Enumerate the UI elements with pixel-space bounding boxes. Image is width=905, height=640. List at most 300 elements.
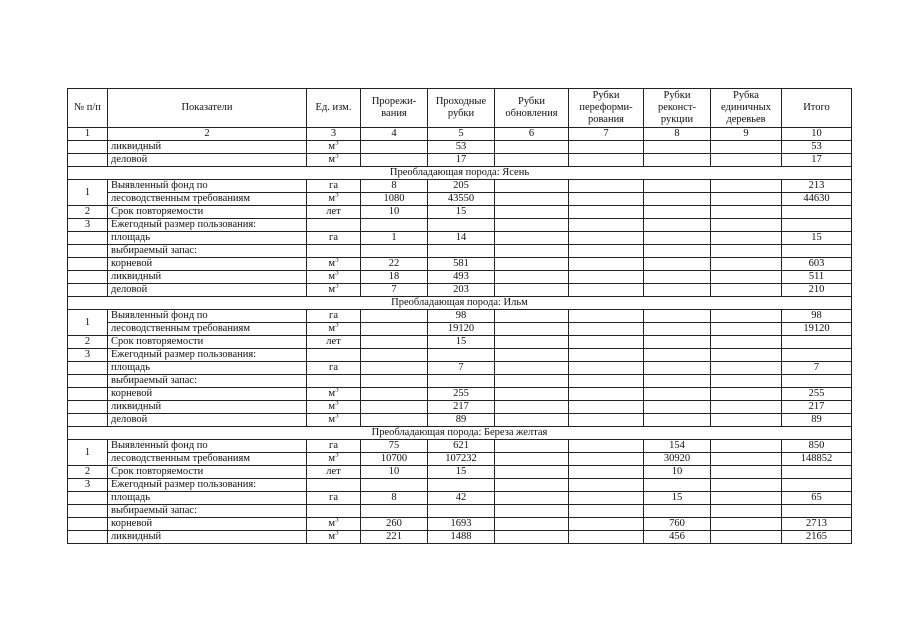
value-cell: 15 bbox=[428, 466, 495, 479]
value-cell bbox=[644, 323, 711, 336]
row-number-cell bbox=[68, 284, 108, 297]
header-cell: Показатели bbox=[108, 89, 307, 128]
value-cell bbox=[495, 349, 569, 362]
row-number-cell bbox=[68, 375, 108, 388]
header-cell: Итого bbox=[782, 89, 852, 128]
value-cell bbox=[428, 375, 495, 388]
unit-text: м bbox=[328, 388, 336, 399]
value-cell bbox=[495, 388, 569, 401]
value-cell: 255 bbox=[428, 388, 495, 401]
value-cell bbox=[361, 414, 428, 427]
value-cell: 7 bbox=[782, 362, 852, 375]
indicator-cell: площадь bbox=[108, 362, 307, 375]
value-cell bbox=[495, 479, 569, 492]
unit-cell bbox=[307, 453, 361, 466]
value-cell: 14 bbox=[428, 232, 495, 245]
value-cell bbox=[644, 245, 711, 258]
header-cell: Рубки переформи-рования bbox=[569, 89, 644, 128]
value-cell bbox=[711, 323, 782, 336]
table-row bbox=[68, 206, 852, 219]
indicator-cell: лесоводственным требованиям bbox=[108, 453, 307, 466]
column-number: 2 bbox=[108, 128, 307, 141]
table-row bbox=[68, 375, 852, 388]
value-cell bbox=[569, 479, 644, 492]
table-row bbox=[68, 258, 852, 271]
value-cell bbox=[361, 310, 428, 323]
indicator-cell: ликвидный bbox=[108, 531, 307, 544]
value-cell bbox=[711, 258, 782, 271]
value-cell bbox=[361, 154, 428, 167]
unit-text: га bbox=[329, 232, 338, 243]
table-row bbox=[68, 453, 852, 466]
unit-exponent: 3 bbox=[335, 413, 339, 420]
indicator-cell: лесоводственным требованиям bbox=[108, 193, 307, 206]
value-cell: 43550 bbox=[428, 193, 495, 206]
unit-cell bbox=[307, 531, 361, 544]
unit-text: м bbox=[328, 284, 336, 295]
indicator-cell: деловой bbox=[108, 284, 307, 297]
value-cell: 7 bbox=[428, 362, 495, 375]
value-cell: 17 bbox=[782, 154, 852, 167]
value-cell bbox=[644, 206, 711, 219]
unit-cell bbox=[307, 388, 361, 401]
value-cell bbox=[782, 245, 852, 258]
section-title: Преобладающая порода: Ильм bbox=[68, 297, 852, 310]
value-cell bbox=[495, 336, 569, 349]
value-cell: 260 bbox=[361, 518, 428, 531]
table-row bbox=[68, 245, 852, 258]
value-cell: 511 bbox=[782, 271, 852, 284]
value-cell bbox=[711, 466, 782, 479]
value-cell: 221 bbox=[361, 531, 428, 544]
table-row bbox=[68, 323, 852, 336]
value-cell bbox=[569, 401, 644, 414]
indicator-cell: корневой bbox=[108, 258, 307, 271]
unit-text: м bbox=[328, 271, 336, 282]
value-cell bbox=[495, 193, 569, 206]
table-row bbox=[68, 219, 852, 232]
value-cell bbox=[711, 505, 782, 518]
row-number-cell bbox=[68, 414, 108, 427]
section-row bbox=[68, 297, 852, 310]
header-cell: Рубки реконст-рукции bbox=[644, 89, 711, 128]
table-row bbox=[68, 362, 852, 375]
value-cell bbox=[569, 284, 644, 297]
unit-exponent: 3 bbox=[335, 517, 339, 524]
value-cell bbox=[644, 479, 711, 492]
unit-text: лет bbox=[326, 466, 341, 477]
indicator-cell: корневой bbox=[108, 388, 307, 401]
column-number: 3 bbox=[307, 128, 361, 141]
unit-cell bbox=[307, 362, 361, 375]
table-row bbox=[68, 336, 852, 349]
row-number-cell: 3 bbox=[68, 219, 108, 232]
value-cell bbox=[711, 284, 782, 297]
value-cell: 42 bbox=[428, 492, 495, 505]
value-cell bbox=[495, 284, 569, 297]
value-cell bbox=[569, 375, 644, 388]
value-cell: 154 bbox=[644, 440, 711, 453]
row-number-cell: 3 bbox=[68, 479, 108, 492]
value-cell bbox=[711, 375, 782, 388]
value-cell bbox=[495, 271, 569, 284]
value-cell bbox=[644, 193, 711, 206]
value-cell: 1 bbox=[361, 232, 428, 245]
value-cell bbox=[711, 479, 782, 492]
value-cell bbox=[569, 245, 644, 258]
unit-cell bbox=[307, 141, 361, 154]
value-cell bbox=[644, 258, 711, 271]
value-cell bbox=[644, 141, 711, 154]
row-number-cell bbox=[68, 401, 108, 414]
value-cell: 18 bbox=[361, 271, 428, 284]
unit-cell bbox=[307, 258, 361, 271]
value-cell bbox=[495, 466, 569, 479]
header-cell: Ед. изм. bbox=[307, 89, 361, 128]
header-cell: Проходные рубки bbox=[428, 89, 495, 128]
value-cell: 1488 bbox=[428, 531, 495, 544]
unit-text: га bbox=[329, 492, 338, 503]
value-cell: 493 bbox=[428, 271, 495, 284]
row-number-cell bbox=[68, 141, 108, 154]
value-cell bbox=[782, 219, 852, 232]
table-row bbox=[68, 154, 852, 167]
value-cell bbox=[711, 388, 782, 401]
value-cell: 15 bbox=[782, 232, 852, 245]
unit-cell bbox=[307, 401, 361, 414]
section-row bbox=[68, 167, 852, 180]
unit-text: м bbox=[328, 518, 336, 529]
row-number-cell bbox=[68, 518, 108, 531]
unit-cell bbox=[307, 492, 361, 505]
row-number-cell bbox=[68, 258, 108, 271]
unit-cell bbox=[307, 440, 361, 453]
value-cell bbox=[711, 440, 782, 453]
value-cell: 850 bbox=[782, 440, 852, 453]
unit-cell bbox=[307, 505, 361, 518]
value-cell bbox=[569, 193, 644, 206]
table-row bbox=[68, 388, 852, 401]
value-cell bbox=[361, 375, 428, 388]
value-cell bbox=[428, 219, 495, 232]
value-cell bbox=[569, 180, 644, 193]
value-cell: 10 bbox=[644, 466, 711, 479]
indicator-cell: ликвидный bbox=[108, 401, 307, 414]
value-cell bbox=[569, 323, 644, 336]
value-cell bbox=[569, 362, 644, 375]
value-cell bbox=[495, 141, 569, 154]
indicator-cell: площадь bbox=[108, 232, 307, 245]
value-cell bbox=[495, 258, 569, 271]
row-number-cell bbox=[68, 531, 108, 544]
value-cell: 15 bbox=[644, 492, 711, 505]
unit-exponent: 3 bbox=[335, 192, 339, 199]
value-cell bbox=[782, 466, 852, 479]
value-cell bbox=[644, 505, 711, 518]
value-cell bbox=[361, 141, 428, 154]
value-cell: 30920 bbox=[644, 453, 711, 466]
indicator-cell: Срок повторяемости bbox=[108, 206, 307, 219]
value-cell bbox=[428, 479, 495, 492]
value-cell: 89 bbox=[782, 414, 852, 427]
unit-text: га bbox=[329, 180, 338, 191]
value-cell bbox=[569, 518, 644, 531]
table-row bbox=[68, 414, 852, 427]
value-cell bbox=[495, 310, 569, 323]
unit-exponent: 3 bbox=[335, 153, 339, 160]
unit-text: м bbox=[328, 323, 336, 334]
value-cell bbox=[361, 336, 428, 349]
row-number-cell bbox=[68, 492, 108, 505]
value-cell bbox=[495, 362, 569, 375]
indicator-cell: Срок повторяемости bbox=[108, 466, 307, 479]
value-cell: 19120 bbox=[782, 323, 852, 336]
row-number-cell: 1 bbox=[68, 310, 108, 336]
value-cell bbox=[711, 492, 782, 505]
row-number-cell: 2 bbox=[68, 336, 108, 349]
indicator-cell: Ежегодный размер пользования: bbox=[108, 219, 307, 232]
value-cell: 89 bbox=[428, 414, 495, 427]
value-cell bbox=[711, 245, 782, 258]
value-cell bbox=[711, 193, 782, 206]
value-cell bbox=[644, 349, 711, 362]
section-title: Преобладающая порода: Береза желтая bbox=[68, 427, 852, 440]
table-row bbox=[68, 180, 852, 193]
value-cell bbox=[569, 232, 644, 245]
column-number-row bbox=[68, 128, 852, 141]
unit-cell bbox=[307, 232, 361, 245]
unit-text: м bbox=[328, 453, 336, 464]
header-row bbox=[68, 89, 852, 128]
column-number: 5 bbox=[428, 128, 495, 141]
row-number-cell bbox=[68, 245, 108, 258]
unit-cell bbox=[307, 180, 361, 193]
value-cell: 621 bbox=[428, 440, 495, 453]
unit-text: м bbox=[328, 531, 336, 542]
unit-exponent: 3 bbox=[335, 322, 339, 329]
value-cell: 53 bbox=[782, 141, 852, 154]
table-row bbox=[68, 492, 852, 505]
column-number: 4 bbox=[361, 128, 428, 141]
table-row bbox=[68, 310, 852, 323]
value-cell bbox=[495, 245, 569, 258]
indicator-cell: лесоводственным требованиям bbox=[108, 323, 307, 336]
table-row bbox=[68, 440, 852, 453]
value-cell bbox=[569, 414, 644, 427]
row-number-cell: 2 bbox=[68, 206, 108, 219]
value-cell bbox=[644, 154, 711, 167]
unit-text: м bbox=[328, 154, 336, 165]
value-cell bbox=[428, 505, 495, 518]
value-cell: 10 bbox=[361, 206, 428, 219]
column-number: 6 bbox=[495, 128, 569, 141]
value-cell bbox=[569, 258, 644, 271]
indicator-cell: площадь bbox=[108, 492, 307, 505]
value-cell: 456 bbox=[644, 531, 711, 544]
value-cell bbox=[644, 362, 711, 375]
value-cell bbox=[569, 141, 644, 154]
value-cell: 2165 bbox=[782, 531, 852, 544]
indicator-cell: ликвидный bbox=[108, 141, 307, 154]
table-row bbox=[68, 479, 852, 492]
value-cell bbox=[569, 466, 644, 479]
table-row bbox=[68, 401, 852, 414]
unit-cell bbox=[307, 466, 361, 479]
value-cell bbox=[569, 388, 644, 401]
value-cell: 203 bbox=[428, 284, 495, 297]
table-row bbox=[68, 193, 852, 206]
value-cell: 2713 bbox=[782, 518, 852, 531]
value-cell bbox=[711, 310, 782, 323]
indicator-cell: выбираемый запас: bbox=[108, 505, 307, 518]
value-cell bbox=[569, 206, 644, 219]
value-cell bbox=[711, 401, 782, 414]
value-cell bbox=[428, 245, 495, 258]
unit-cell bbox=[307, 219, 361, 232]
value-cell: 10 bbox=[361, 466, 428, 479]
value-cell bbox=[711, 336, 782, 349]
unit-cell bbox=[307, 193, 361, 206]
unit-text: м bbox=[328, 414, 336, 425]
value-cell bbox=[495, 453, 569, 466]
value-cell bbox=[495, 492, 569, 505]
unit-text: м bbox=[328, 141, 336, 152]
value-cell bbox=[782, 206, 852, 219]
row-number-cell: 1 bbox=[68, 180, 108, 206]
table-row bbox=[68, 141, 852, 154]
unit-exponent: 3 bbox=[335, 270, 339, 277]
value-cell bbox=[361, 401, 428, 414]
unit-text: га bbox=[329, 440, 338, 451]
value-cell: 1080 bbox=[361, 193, 428, 206]
unit-text: га bbox=[329, 310, 338, 321]
indicator-cell: выбираемый запас: bbox=[108, 245, 307, 258]
value-cell: 213 bbox=[782, 180, 852, 193]
table-row bbox=[68, 232, 852, 245]
unit-cell bbox=[307, 206, 361, 219]
value-cell bbox=[711, 453, 782, 466]
unit-cell bbox=[307, 271, 361, 284]
value-cell: 10700 bbox=[361, 453, 428, 466]
value-cell bbox=[644, 284, 711, 297]
column-number: 10 bbox=[782, 128, 852, 141]
unit-exponent: 3 bbox=[335, 387, 339, 394]
unit-exponent: 3 bbox=[335, 140, 339, 147]
value-cell: 581 bbox=[428, 258, 495, 271]
value-cell bbox=[569, 505, 644, 518]
row-number-cell bbox=[68, 154, 108, 167]
value-cell: 22 bbox=[361, 258, 428, 271]
value-cell bbox=[495, 154, 569, 167]
value-cell bbox=[495, 232, 569, 245]
value-cell bbox=[428, 349, 495, 362]
unit-cell bbox=[307, 323, 361, 336]
value-cell bbox=[495, 518, 569, 531]
unit-cell bbox=[307, 154, 361, 167]
unit-cell bbox=[307, 518, 361, 531]
table-row bbox=[68, 518, 852, 531]
value-cell bbox=[711, 232, 782, 245]
value-cell bbox=[361, 245, 428, 258]
value-cell bbox=[782, 349, 852, 362]
indicator-cell: Выявленный фонд по bbox=[108, 310, 307, 323]
value-cell bbox=[361, 349, 428, 362]
row-number-cell: 2 bbox=[68, 466, 108, 479]
row-number-cell bbox=[68, 505, 108, 518]
value-cell bbox=[711, 141, 782, 154]
value-cell: 15 bbox=[428, 336, 495, 349]
table-row bbox=[68, 271, 852, 284]
column-number: 8 bbox=[644, 128, 711, 141]
value-cell bbox=[495, 323, 569, 336]
unit-exponent: 3 bbox=[335, 400, 339, 407]
unit-text: м bbox=[328, 258, 336, 269]
value-cell: 98 bbox=[428, 310, 495, 323]
value-cell bbox=[711, 518, 782, 531]
value-cell bbox=[711, 180, 782, 193]
unit-cell bbox=[307, 336, 361, 349]
value-cell bbox=[644, 180, 711, 193]
value-cell bbox=[782, 505, 852, 518]
unit-exponent: 3 bbox=[335, 257, 339, 264]
value-cell bbox=[361, 388, 428, 401]
value-cell bbox=[644, 271, 711, 284]
indicator-cell: Ежегодный размер пользования: bbox=[108, 479, 307, 492]
value-cell: 19120 bbox=[428, 323, 495, 336]
value-cell bbox=[569, 154, 644, 167]
indicator-cell: деловой bbox=[108, 154, 307, 167]
section-title: Преобладающая порода: Ясень bbox=[68, 167, 852, 180]
value-cell bbox=[495, 375, 569, 388]
header-cell: Рубки обновления bbox=[495, 89, 569, 128]
value-cell: 1693 bbox=[428, 518, 495, 531]
unit-cell bbox=[307, 414, 361, 427]
value-cell: 603 bbox=[782, 258, 852, 271]
value-cell: 15 bbox=[428, 206, 495, 219]
unit-cell bbox=[307, 375, 361, 388]
value-cell bbox=[644, 232, 711, 245]
value-cell bbox=[644, 375, 711, 388]
value-cell bbox=[644, 414, 711, 427]
column-number: 1 bbox=[68, 128, 108, 141]
row-number-cell bbox=[68, 388, 108, 401]
value-cell bbox=[361, 323, 428, 336]
value-cell: 217 bbox=[428, 401, 495, 414]
value-cell: 107232 bbox=[428, 453, 495, 466]
value-cell bbox=[495, 440, 569, 453]
value-cell bbox=[569, 492, 644, 505]
value-cell bbox=[569, 336, 644, 349]
unit-exponent: 3 bbox=[335, 452, 339, 459]
forest-use-table bbox=[67, 88, 852, 544]
value-cell bbox=[361, 505, 428, 518]
value-cell: 98 bbox=[782, 310, 852, 323]
value-cell bbox=[361, 479, 428, 492]
unit-cell bbox=[307, 479, 361, 492]
row-number-cell bbox=[68, 271, 108, 284]
value-cell bbox=[782, 375, 852, 388]
unit-cell bbox=[307, 245, 361, 258]
row-number-cell: 3 bbox=[68, 349, 108, 362]
value-cell bbox=[495, 401, 569, 414]
value-cell bbox=[495, 180, 569, 193]
value-cell bbox=[644, 336, 711, 349]
value-cell: 53 bbox=[428, 141, 495, 154]
document-page bbox=[67, 88, 852, 544]
row-number-cell: 1 bbox=[68, 440, 108, 466]
indicator-cell: деловой bbox=[108, 414, 307, 427]
header-cell: Прорежи-вания bbox=[361, 89, 428, 128]
